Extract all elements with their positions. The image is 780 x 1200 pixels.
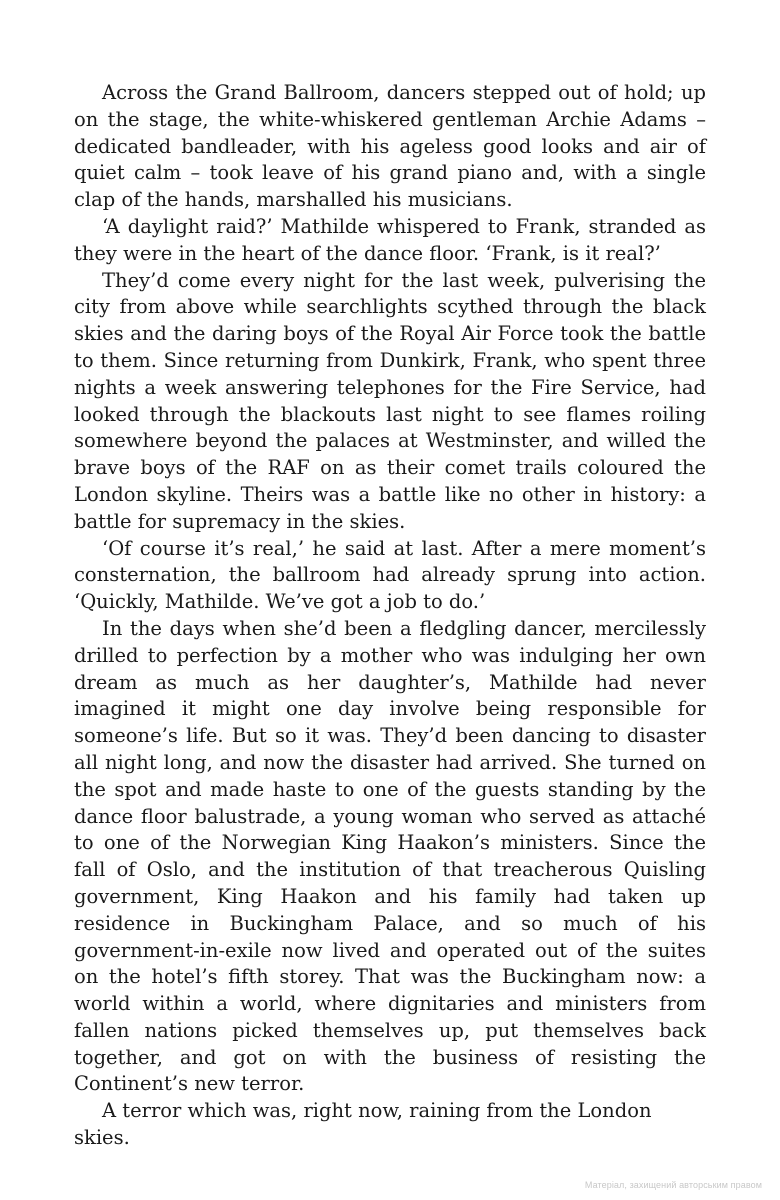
paragraph-5: In the days when she’d been a fledgling dancer, mercilessly drilled to perfection by a mother who was indulging her own dream as much as her daughter’s, Mathilde had never imagined it might one day involve being responsible for someone’s life. But so it was. They’d been dancing to disaster all night long, and now the disaster had arrived. She turned on the spot and made haste to one of the guests standing by the dance floor balustrade, a young woman who served as attaché to one of the Norwegian King Haakon’s ministers. Since the fall of Oslo, and the institution of that treacherous Quisling government, King Haakon and his family had taken up residence in Buckingham Palace, and so much of his government-in-exile now lived and operated out of the suites on the hotel’s fifth storey. That was the Buckingham now: a world within a world, where dignitaries and ministers from fallen nations picked themselves up, put themselves back together, and got on with the business of resisting the Continent’s new terror.	[74, 616, 706, 1096]
paragraph-6: A terror which was, right now, raining from the London skies.	[74, 1099, 652, 1150]
paragraph-1: Across the Grand Ballroom, dancers stepped out of hold; up on the stage, the white-whiskered gentleman Archie Adams – dedicated bandleader, with his ageless good looks and air of quiet calm – took leave of his grand piano and, with a single clap of the hands, marshalled his musicians.	[74, 81, 706, 212]
book-page-text	[74, 80, 706, 1152]
copyright-watermark: Матеріал, захищений авторським правом	[584, 1180, 762, 1190]
paragraph-3: They’d come every night for the last week, pulverising the city from above while searchlights scythed through the black skies and the daring boys of the Royal Air Force took the battle to them. Since returning from Dunkirk, Frank, who spent three nights a week answering telephones for the Fire Service, had looked through the blackouts last night to see flames roiling somewhere beyond the palaces at Westminster, and willed the brave boys of the RAF on as their comet trails coloured the London skyline. Theirs was a battle like no other in history: a battle for supremacy in the skies.	[74, 268, 706, 533]
paragraph-2: ‘A daylight raid?’ Mathilde whispered to Frank, stranded as they were in the heart of the dance floor. ‘Frank, is it real?’	[74, 214, 706, 265]
paragraph-4: ‘Of course it’s real,’ he said at last. After a mere moment’s consternation, the ballroom had already sprung into action. ‘Quickly, Mathilde. We’ve got a job to do.’	[74, 536, 706, 614]
